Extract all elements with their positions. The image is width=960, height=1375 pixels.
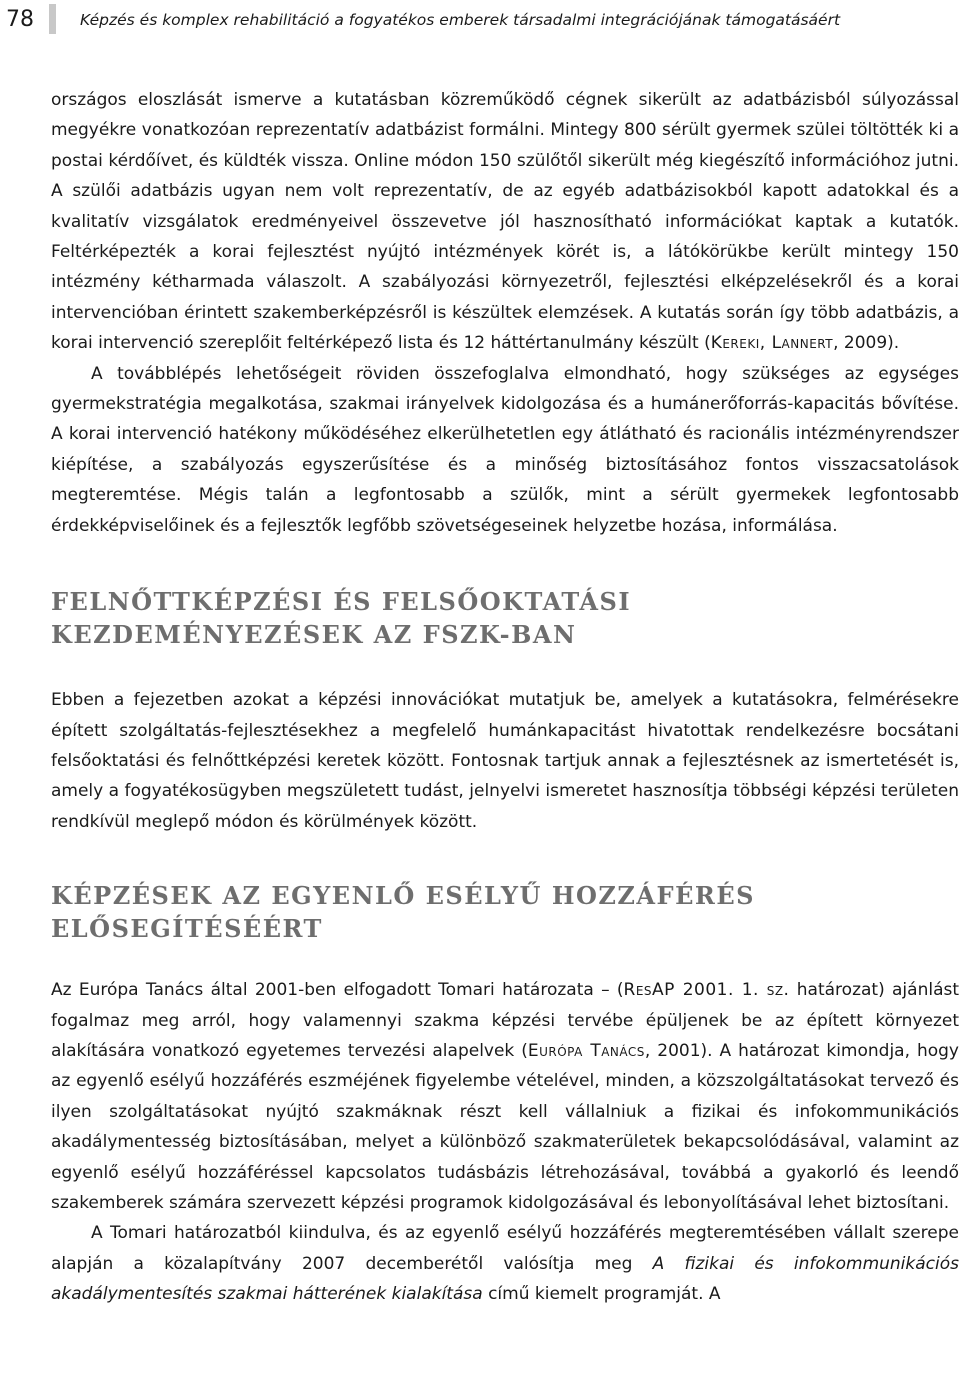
paragraph-text: határozat) ajánlást fogalmaz meg arról, hogy valamennyi szakma képzési tervébe épüljenek be az épített környezet alakítására vonatkozó egyetemes tervezési alapelvek ( — [51, 980, 960, 1061]
header-divider — [49, 4, 56, 34]
page-body — [51, 85, 959, 1310]
section-heading-equal-access — [51, 879, 959, 945]
heading-line-1: FELNŐTTKÉPZÉSI ÉS FELSŐOKTATÁSI — [51, 587, 632, 617]
citation: Európa Tanács — [527, 1040, 645, 1061]
program-title: A fizikai és infokommunikációs akadálymentesítés szakmai hátterének kialakítása — [51, 1253, 959, 1305]
citation: ResAP 2001. 1. sz. — [623, 980, 790, 1001]
paragraph-text: Ebben a fejezetben azokat a képzési innovációkat mutatjuk be, amelyek a kutatásokra, felmérésekre épített szolgáltatás-fejlesztésekhez a megfelelő humánkapacitást hivatottak rendelkezésre bocsátani felsőoktatási és felnőttképzési keretek között. Fontosnak tartjuk annak a fejlesztésnek az ismertetését is, amely a fogyatékosügyben megszületett tudást, jelnyelvi ismeretet hasznosítja többségi képzési területen rendkívül meglepő módon és körülmények között. — [51, 690, 959, 832]
heading-line-2: KEZDEMÉNYEZÉSEK AZ FSZK-BAN — [51, 620, 577, 650]
paragraph-text: Az Európa Tanács által 2001-ben elfogadott Tomari határozata – ( — [51, 980, 624, 1001]
heading-text: KÉPZÉSEK AZ EGYENLŐ ESÉLYŰ HOZZÁFÉRÉS ELŐSEGÍTÉSÉÉRT — [51, 881, 755, 944]
paragraph-chapter-intro — [51, 685, 959, 837]
citation: Kereki, Lannert — [710, 333, 834, 354]
paragraph-text: , 2001). A határozat kimondja, hogy az egyenlő esélyű hozzáférés eszméjének figyelembe vételével, minden, a közszolgáltatásokat tervező és ilyen szolgáltatásokat nyújtó szakmáknak részt kell vállalniuk a fizikai és infokommunikációs akadálymentesség biztosításában, melyet a különböző szakmaterületek bekapcsolódásával, valamint az egyenlő esélyű hozzáféréssel kapcsolatos tudásbázis létrehozásával, továbbá a gyakorló és leendő szakemberek számára szervezett képzési programok kidolgozásával és lebonyolításával lehet biztosítani. — [51, 1040, 959, 1213]
paragraph-text: országos eloszlását ismerve a kutatásban közreműködő cégnek sikerült az adatbázisból súlyozással megyékre vonatkozóan reprezentatív adatbázist formálni. Mintegy 800 sérült gyermek szülei töltötték ki a postai kérdőívet, és küldték vissza. Online módon 150 szülőtől sikerült még kiegészítő információhoz jutni. A szülői adatbázis ugyan nem volt reprezentatív, de az egyéb adatbázisokból kapott adatokkal és a kvalitatív vizsgálatok eredményeivel összevetve jól hasznosítható információkat kaptak a kutatók. Feltérképezték a korai fejlesztést nyújtó intézmények körét is, a látókörükbe került mintegy 150 intézmény kétharmada válaszolt. A szabályozási környezetről, fejlesztési elképzelésekről és a korai intervencióban érintett szakemberképzésről is készültek elemzések. A kutatás során így több adatbázis, a korai intervenció szereplőit feltérképező lista és 12 háttértanulmány készült ( — [51, 90, 959, 354]
section-heading-adult-education — [51, 585, 959, 651]
page-number: 78 — [6, 7, 34, 32]
paragraph-text: A továbblépés lehetőségeit röviden összefoglalva elmondható, hogy szükséges az egységes gyermekstratégia megalkotása, szakmai irányelvek kidolgozása és a humánerőforrás-kapacitás bővítése. A korai intervenció hatékony működéséhez elkerülhetetlen egy átlátható és racionális intézményrendszer kiépítése, a szabályozás egyszerűsítése és a minőség biztosításához fontos visszacsatolások megteremtése. Mégis talán a legfontosabb a szülők, mint a sérült gyermekek legfontosabb érdekképviselőinek és a fejlesztők legfőbb szövetségeseinek helyzetbe hozása, informálása. — [51, 363, 959, 536]
running-title: Képzés és komplex rehabilitáció a fogyatékos emberek társadalmi integrációjának támogatásáért — [80, 11, 841, 29]
paragraph-next-steps — [51, 359, 959, 541]
page-header — [0, 0, 960, 40]
paragraph-text: című kiemelt programját. A — [482, 1284, 721, 1305]
paragraph-text: A Tomari határozatból kiindulva, és az egyenlő esélyű hozzáférés megteremtésében vállalt szerepe alapján a közalapítvány 2007 decemberétől valósítja meg — [51, 1223, 959, 1274]
paragraph-text: , 2009). — [833, 333, 900, 354]
paragraph-foundation-program — [51, 1218, 959, 1309]
paragraph-research-summary — [51, 85, 959, 359]
paragraph-tomari-resolution — [51, 975, 959, 1218]
